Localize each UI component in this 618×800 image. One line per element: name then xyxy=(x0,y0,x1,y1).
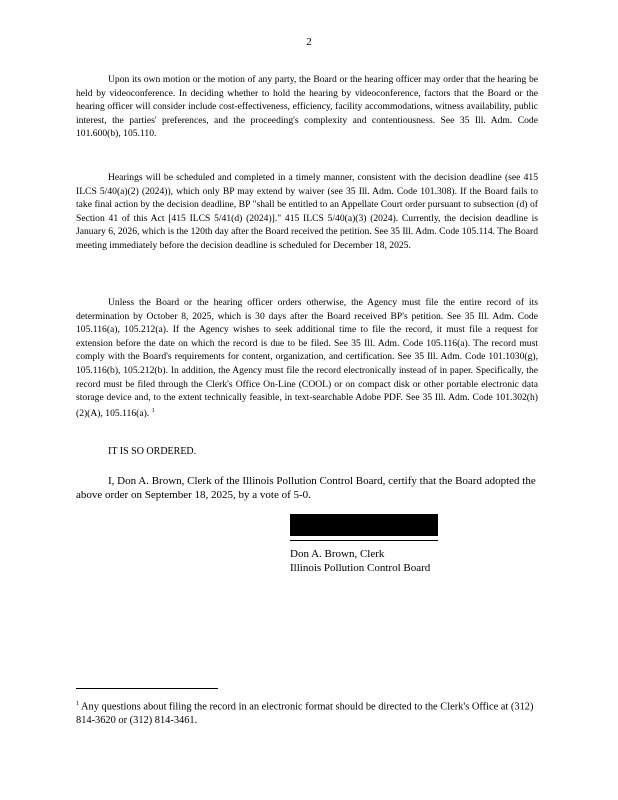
record-filing-text: Unless the Board or the hearing officer orders otherwise, the Agency must file the entire record of its determination by October 8, 2025, which is 30 days after the Board received BP's petition. See 35 Ill. Adm. Code 105.116(a), 105.212(a). If the Agency wishes to seek additional time to file the record, it must file a request for extension before the date on which the record is due to be filed. See 35 Ill. Adm. Code 105.116(a). The record must comply with the Board's requirements for content, organization, and certification. See 35 Ill. Adm. Code 101.1030(g), 105.116(b), 105.212(b). In addition, the Agency must file the record electronically instead of in paper. Specifically, the record must be filed through the Clerk's Office On-Line (COOL) or on compact disk or other portable electronic data storage device and, to the extent technically feasible, in text-searchable Adobe PDF. See 35 Ill. Adm. Code 101.302(h)(2)(A), 105.116(a). xyxy=(76,297,538,419)
footnote-separator xyxy=(76,688,218,689)
signer-organization: Illinois Pollution Control Board xyxy=(290,562,431,574)
signer-name: Don A. Brown, Clerk xyxy=(290,548,385,560)
paragraph-hearing-schedule: Hearings will be scheduled and completed in a timely manner, consistent with the decision deadline (see 415 ILCS 5/40(a)(2) (2024)), which only BP may extend by waiver (see 35 Ill. Adm. Code 101.308). If the Board fails to take final action by the decision deadline, BP "shall be entitled to an Appellate Court order pursuant to subsection (d) of Section 41 of this Act [415 ILCS 5/41(d) (2024)]." 415 ILCS 5/40(a)(3) (2024). Currently, the decision deadline is January 6, 2026, which is the 120th day after the Board received the petition. See 35 Ill. Adm. Code 105.114. The Board meeting immediately before the decision deadline is scheduled for December 18, 2025. xyxy=(76,172,538,251)
footnote-marker: 1 xyxy=(76,701,79,707)
footnote xyxy=(76,697,538,728)
certification-statement: I, Don A. Brown, Clerk of the Illinois Pollution Control Board, certify that the Board adopted the above order on September 18, 2025, by a vote of 5-0. xyxy=(76,475,536,501)
paragraph-record-filing xyxy=(76,296,538,421)
signature-line xyxy=(290,540,438,541)
footnote-text: Any questions about filing the record in an electronic format should be directed to the Clerk's Office at (312) 814-3620 or (312) 814-3461. xyxy=(76,701,534,727)
footnote-reference: 1 xyxy=(151,407,155,414)
signature-block xyxy=(290,547,430,575)
redacted-signature xyxy=(290,514,438,536)
page-number: 2 xyxy=(306,36,312,48)
so-ordered-line: IT IS SO ORDERED. xyxy=(108,446,197,457)
paragraph-videoconference: Upon its own motion or the motion of any party, the Board or the hearing officer may order that the hearing be held by videoconference. In deciding whether to hold the hearing by videoconference, factors that the Board or the hearing officer will consider include cost-effectiveness, efficiency, facility accommodations, witness availability, public interest, the parties' preferences, and the proceeding's complexity and contentiousness. See 35 Ill. Adm. Code 101.600(b), 105.110. xyxy=(76,74,538,140)
